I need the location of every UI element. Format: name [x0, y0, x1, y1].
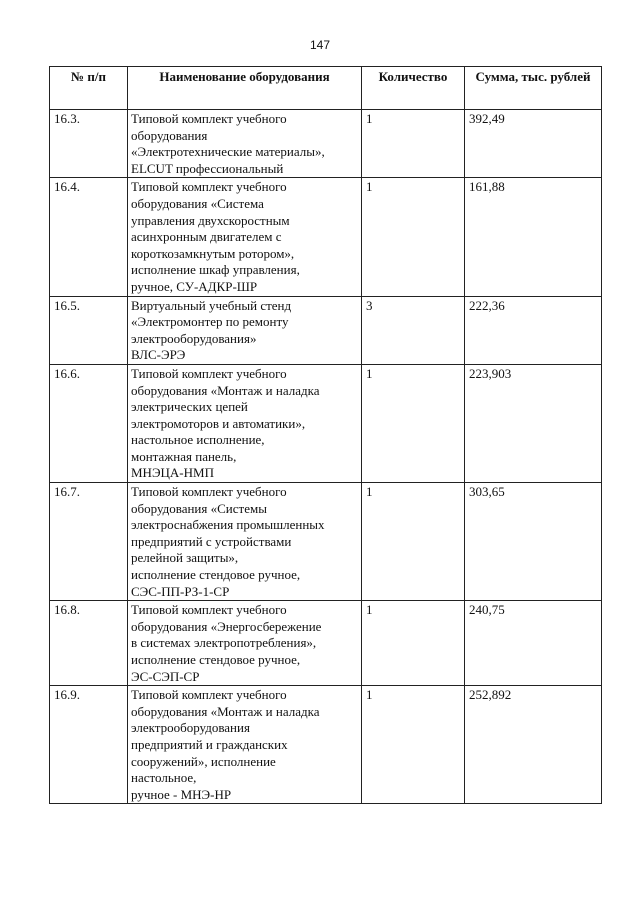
- row-name: Типовой комплект учебного оборудования «Система управления двухскоростным асинхронным двигателем с короткозамкнутым ротором», исполнение шкаф управления, ручное, СУ-АДКР-ШР: [128, 178, 362, 296]
- row-sum: 303,65: [465, 483, 602, 601]
- row-number: 16.3.: [50, 110, 128, 178]
- row-quantity: 1: [362, 110, 465, 178]
- table-row: [50, 601, 602, 686]
- header-name: Наименование оборудования: [128, 67, 362, 110]
- row-name: Типовой комплект учебного оборудования «Монтаж и наладка электрооборудования предприятий и гражданских сооружений», исполнение настольное, ручное - МНЭ-НР: [128, 686, 362, 804]
- row-number: 16.5.: [50, 296, 128, 364]
- header-sum: Сумма, тыс. рублей: [465, 67, 602, 110]
- row-name: Типовой комплект учебного оборудования «Монтаж и наладка электрических цепей электромоторов и автоматики», настольное исполнение, монтажная панель, МНЭЦА-НМП: [128, 364, 362, 482]
- row-quantity: 1: [362, 686, 465, 804]
- row-quantity: 1: [362, 364, 465, 482]
- header-quantity: Количество: [362, 67, 465, 110]
- page-number: 147: [309, 38, 331, 52]
- row-sum: 222,36: [465, 296, 602, 364]
- row-name: Виртуальный учебный стенд «Электромонтер по ремонту электрооборудования» ВЛС-ЭРЭ: [128, 296, 362, 364]
- row-number: 16.8.: [50, 601, 128, 686]
- row-sum: 240,75: [465, 601, 602, 686]
- table-row: [50, 483, 602, 601]
- header-number: № п/п: [50, 67, 128, 110]
- row-quantity: 1: [362, 178, 465, 296]
- table-row: [50, 296, 602, 364]
- row-sum: 392,49: [465, 110, 602, 178]
- equipment-table: [49, 66, 602, 804]
- row-sum: 252,892: [465, 686, 602, 804]
- row-number: 16.7.: [50, 483, 128, 601]
- row-number: 16.6.: [50, 364, 128, 482]
- row-name: Типовой комплект учебного оборудования «Электротехнические материалы», ELCUT профессиональный: [128, 110, 362, 178]
- table-header-row: [50, 67, 602, 110]
- row-sum: 223,903: [465, 364, 602, 482]
- table-row: [50, 178, 602, 296]
- table-row: [50, 364, 602, 482]
- row-name: Типовой комплект учебного оборудования «Системы электроснабжения промышленных предприятий с устройствами релейной защиты», исполнение стендовое ручное, СЭС-ПП-РЗ-1-СР: [128, 483, 362, 601]
- row-name: Типовой комплект учебного оборудования «Энергосбережение в системах электропотребления», исполнение стендовое ручное, ЭС-СЭП-СР: [128, 601, 362, 686]
- row-number: 16.9.: [50, 686, 128, 804]
- row-quantity: 1: [362, 601, 465, 686]
- row-sum: 161,88: [465, 178, 602, 296]
- table-row: [50, 110, 602, 178]
- row-number: 16.4.: [50, 178, 128, 296]
- table-row: [50, 686, 602, 804]
- row-quantity: 1: [362, 483, 465, 601]
- row-quantity: 3: [362, 296, 465, 364]
